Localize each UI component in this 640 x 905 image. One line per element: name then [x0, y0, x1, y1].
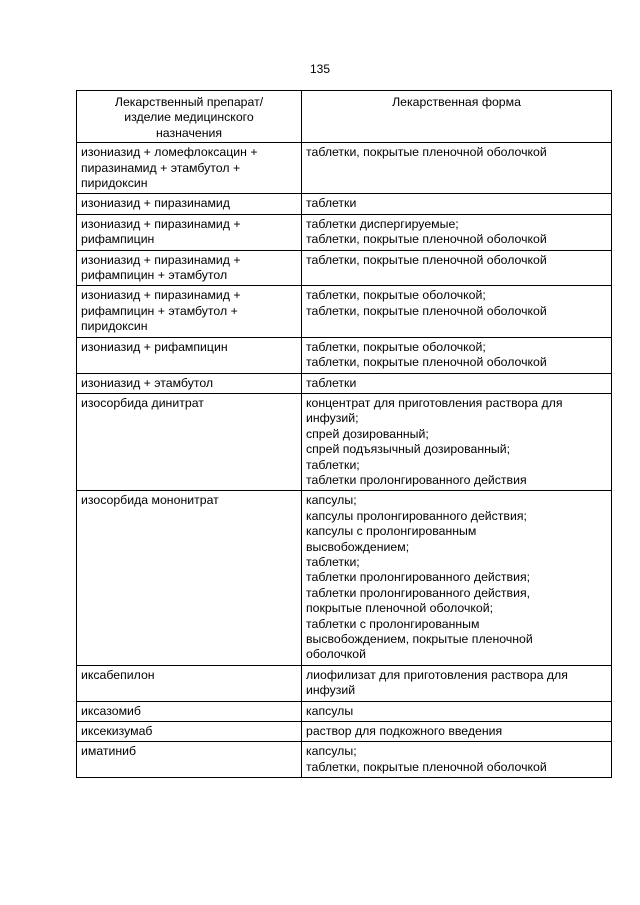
dosage-form-cell — [302, 491, 612, 665]
drug-name-cell — [77, 393, 302, 490]
dosage-form-line: капсулы; — [306, 744, 357, 759]
drug-name-line: изониазид + ломефлоксацин + — [81, 145, 258, 160]
drug-name-line: изониазид + пиразинамид + — [81, 252, 241, 267]
dosage-form-line: концентрат для приготовления раствора для — [306, 395, 563, 410]
dosage-form-line: инфузий — [306, 683, 356, 698]
drug-name-cell — [77, 337, 302, 373]
dosage-form-cell — [302, 373, 612, 393]
dosage-form-cell — [302, 393, 612, 490]
table-body — [77, 143, 612, 778]
dosage-form-line: лиофилизат для приготовления раствора для — [306, 667, 568, 682]
header-line: изделие медицинского — [124, 110, 254, 125]
dosage-form-line: таблетки, покрытые пленочной оболочкой — [306, 252, 547, 267]
dosage-form-line: таблетки пролонгированного действия, — [306, 585, 531, 600]
drug-name-line: иксекизумаб — [81, 724, 153, 739]
dosage-form-cell — [302, 742, 612, 778]
dosage-form-line: капсулы — [306, 703, 354, 718]
drug-name-line: рифампицин + этамбутол + — [81, 303, 238, 318]
drug-name-line: пиридоксин — [81, 176, 148, 191]
header-dosage-form — [302, 91, 612, 143]
table-row — [77, 742, 612, 778]
dosage-form-line: таблетки; — [306, 554, 360, 569]
table-row — [77, 491, 612, 665]
table-row — [77, 665, 612, 701]
drug-name-cell — [77, 701, 302, 721]
table-row — [77, 286, 612, 337]
dosage-form-line: высвобождением, покрытые пленочной — [306, 632, 533, 646]
table-row — [77, 393, 612, 490]
dosage-form-line: таблетки диспергируемые; — [306, 216, 459, 231]
table-row — [77, 722, 612, 742]
drug-name-line: изониазид + пиразинамид — [81, 196, 230, 211]
dosage-form-line: таблетки — [306, 375, 357, 390]
header-line: назначения — [155, 125, 223, 140]
drug-name-line: рифампицин — [81, 232, 155, 247]
drug-name-line: изониазид + этамбутол — [81, 375, 214, 390]
drug-name-cell — [77, 143, 302, 194]
dosage-form-line: оболочкой — [306, 647, 366, 662]
drug-name-line: изониазид + рифампицин — [81, 339, 228, 354]
dosage-form-cell — [302, 286, 612, 337]
dosage-form-line: спрей дозированный; — [306, 426, 429, 441]
dosage-form-cell — [302, 194, 612, 214]
drug-table — [76, 90, 612, 778]
drug-name-line: рифампицин + этамбутол — [81, 268, 228, 283]
table-row — [77, 701, 612, 721]
dosage-form-line: таблетки пролонгированного действия; — [306, 570, 531, 585]
dosage-form-line: таблетки, покрытые пленочной оболочкой — [306, 232, 547, 247]
drug-name-line: пиразинамид + этамбутол + — [81, 160, 241, 175]
drug-name-cell — [77, 214, 302, 250]
dosage-form-line: таблетки, покрытые пленочной оболочкой — [306, 355, 547, 370]
dosage-form-line: покрытые пленочной оболочкой; — [306, 601, 494, 616]
dosage-form-line: раствор для подкожного введения — [306, 724, 503, 739]
table-row — [77, 337, 612, 373]
drug-name-line: иматиниб — [81, 744, 137, 759]
drug-name-line: иксазомиб — [81, 703, 141, 718]
dosage-form-line: капсулы с пролонгированным — [306, 524, 477, 539]
dosage-form-cell — [302, 250, 612, 286]
drug-name-line: изониазид + пиразинамид + — [81, 216, 241, 231]
dosage-form-line: высвобождением; — [306, 539, 410, 554]
drug-name-cell — [77, 491, 302, 665]
dosage-form-line: спрей подъязычный дозированный; — [306, 442, 511, 457]
dosage-form-cell — [302, 665, 612, 701]
drug-name-line: изосорбида динитрат — [81, 395, 204, 410]
dosage-form-line: таблетки, покрытые оболочкой; — [306, 339, 486, 354]
dosage-form-line: таблетки, покрытые пленочной оболочкой — [306, 303, 547, 318]
dosage-form-cell — [302, 722, 612, 742]
drug-name-line: пиридоксин — [81, 319, 148, 334]
dosage-form-cell — [302, 337, 612, 373]
dosage-form-line: таблетки — [306, 196, 357, 211]
dosage-form-line: инфузий; — [306, 411, 359, 426]
drug-name-cell — [77, 286, 302, 337]
table-row — [77, 250, 612, 286]
drug-name-line: изониазид + пиразинамид + — [81, 288, 241, 303]
dosage-form-line: таблетки пролонгированного действия — [306, 472, 527, 487]
table-row — [77, 214, 612, 250]
drug-name-cell — [77, 250, 302, 286]
dosage-form-cell — [302, 214, 612, 250]
dosage-form-line: таблетки, покрытые оболочкой; — [306, 288, 486, 303]
dosage-form-line: таблетки; — [306, 457, 360, 472]
table-row — [77, 194, 612, 214]
dosage-form-line: капсулы; — [306, 493, 357, 508]
dosage-form-line: капсулы пролонгированного действия; — [306, 508, 527, 523]
dosage-form-line: таблетки, покрытые пленочной оболочкой — [306, 145, 547, 160]
drug-name-cell — [77, 194, 302, 214]
drug-name-cell — [77, 665, 302, 701]
drug-name-line: изосорбида мононитрат — [81, 493, 219, 508]
header-line: Лекарственная форма — [392, 95, 521, 109]
dosage-form-cell — [302, 143, 612, 194]
dosage-form-cell — [302, 701, 612, 721]
table-row — [77, 143, 612, 194]
drug-name-cell — [77, 373, 302, 393]
drug-name-line: иксабепилон — [81, 667, 155, 682]
drug-name-cell — [77, 742, 302, 778]
header-drug-name — [77, 91, 302, 143]
table-row — [77, 373, 612, 393]
dosage-form-line: таблетки, покрытые пленочной оболочкой — [306, 759, 547, 774]
page-number: 135 — [309, 62, 331, 76]
dosage-form-line: таблетки с пролонгированным — [306, 616, 480, 631]
header-line: Лекарственный препарат/ — [114, 95, 264, 109]
table-header-row — [77, 91, 612, 143]
drug-name-cell — [77, 722, 302, 742]
